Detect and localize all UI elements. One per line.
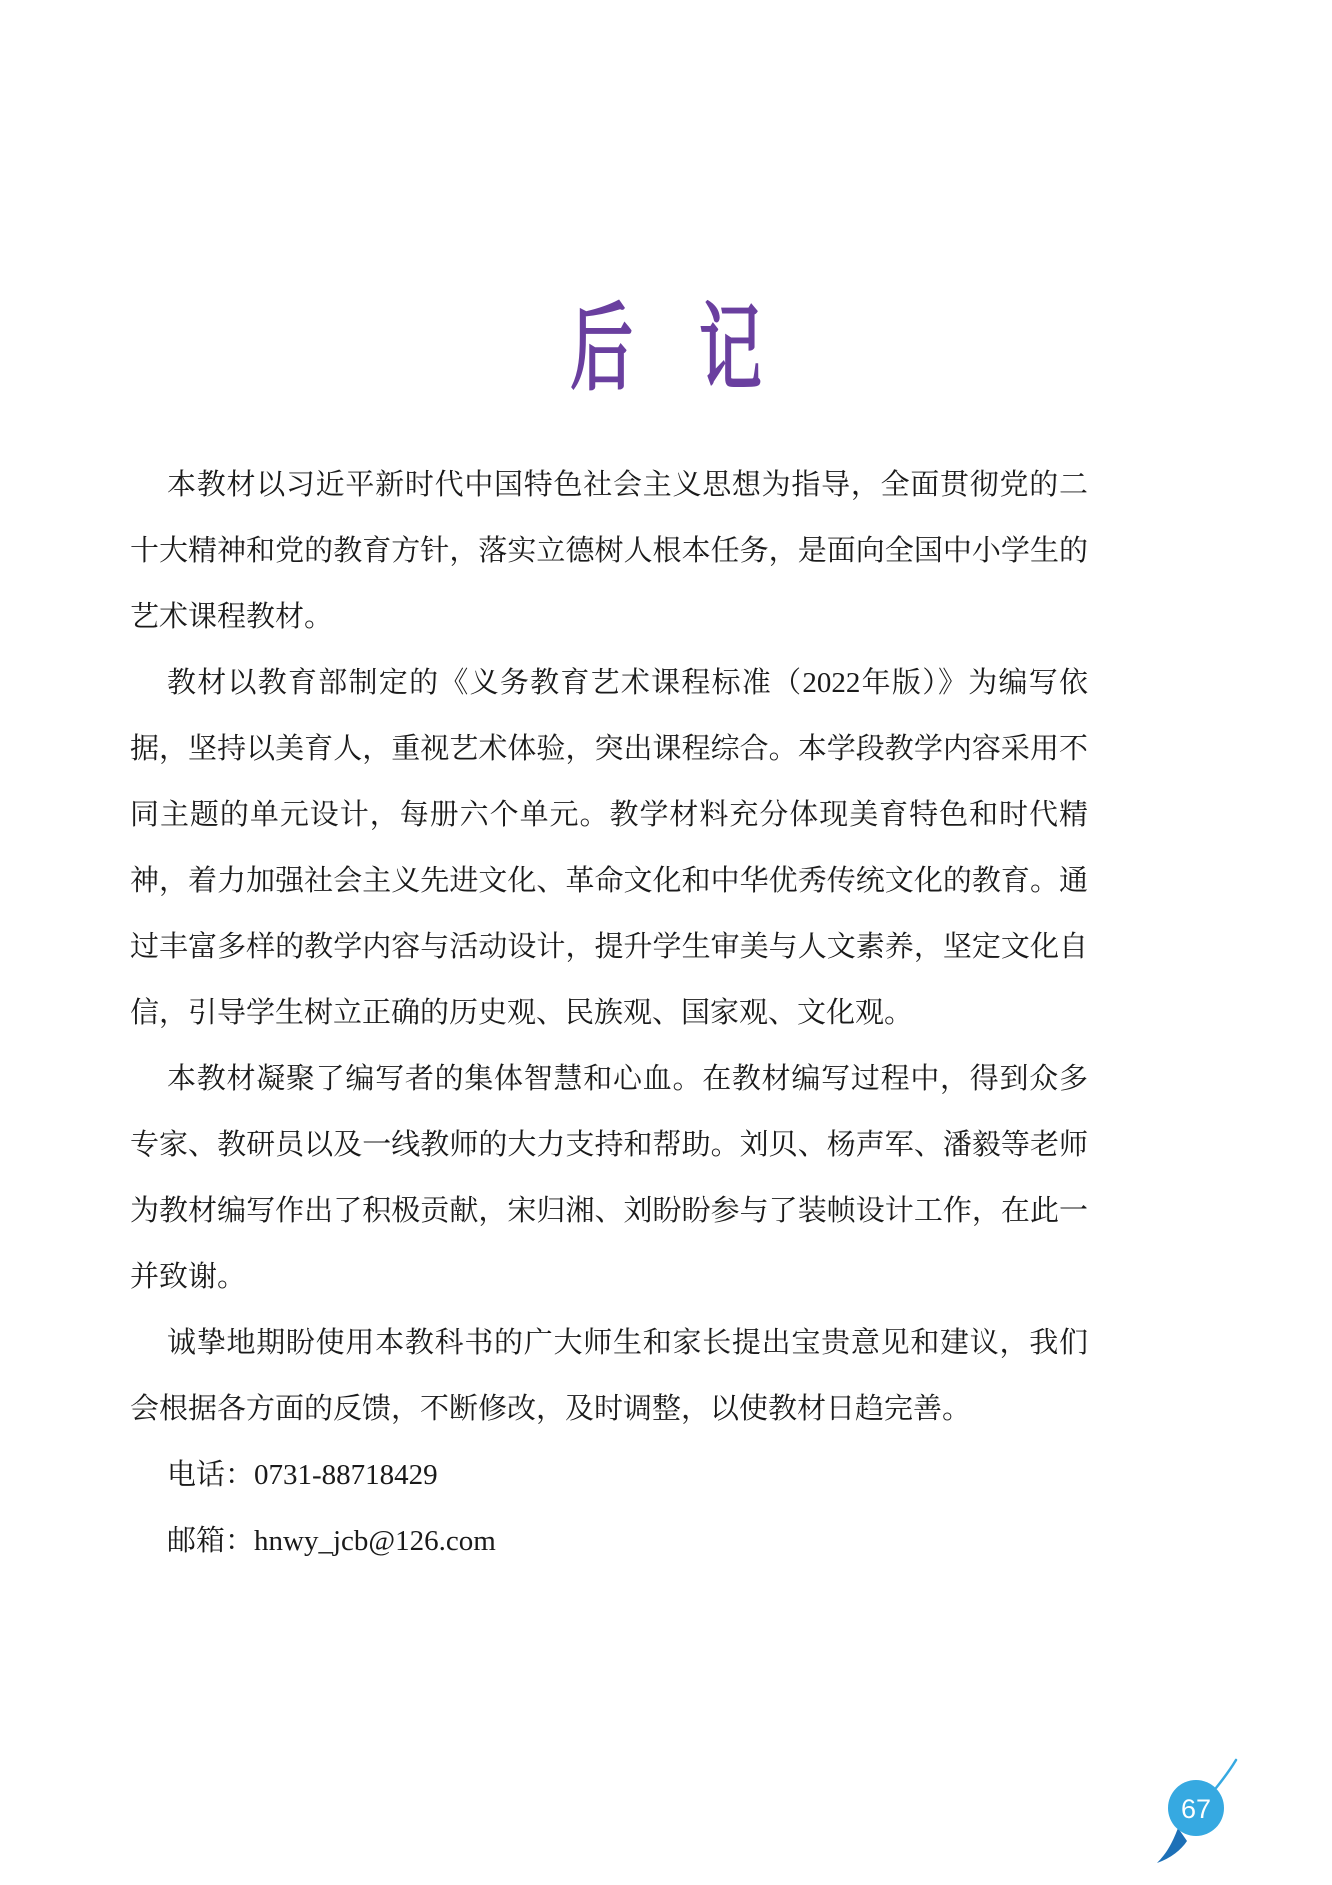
body-paragraph: 教材以教育部制定的《义务教育艺术课程标准（2022年版）》为编写依据，坚持以美育人，重视艺术体验，突出课程综合。本学段教学内容采用不同主题的单元设计，每册六个单元。教学材料充分体现美育特色和时代精神，着力加强社会主义先进文化、革命文化和中华优秀传统文化的教育。通过丰富多样的教学内容与活动设计，提升学生审美与人文素养，坚定文化自信，引导学生树立正确的历史观、民族观、国家观、文化观。 xyxy=(130,667,1088,1029)
page-number-badge xyxy=(1148,1756,1240,1868)
page-number: 67 xyxy=(1180,1794,1212,1824)
page-title-char-2: 记 xyxy=(699,296,762,402)
page-title-char-1: 后 xyxy=(570,296,633,402)
contact-email-line xyxy=(130,1508,1088,1574)
body-paragraph: 诚挚地期盼使用本教科书的广大师生和家长提出宝贵意见和建议，我们会根据各方面的反馈，不断修改，及时调整，以使教材日趋完善。 xyxy=(130,1327,1088,1425)
phone-label: 电话： xyxy=(167,1459,255,1491)
pen-stroke-icon xyxy=(1216,1760,1236,1788)
page-title xyxy=(226,295,1105,404)
email-label: 邮箱： xyxy=(167,1525,255,1557)
badge-tail-icon xyxy=(1157,1828,1187,1863)
phone-number: 0731-88718429 xyxy=(254,1459,438,1491)
page-body xyxy=(130,452,1088,1574)
body-paragraph: 本教材以习近平新时代中国特色社会主义思想为指导，全面贯彻党的二十大精神和党的教育方针，落实立德树人根本任务，是面向全国中小学生的艺术课程教材。 xyxy=(130,469,1088,633)
body-paragraph: 本教材凝聚了编写者的集体智慧和心血。在教材编写过程中，得到众多专家、教研员以及一线教师的大力支持和帮助。刘贝、杨声军、潘毅等老师为教材编写作出了积极贡献，宋归湘、刘盼盼参与了装帧设计工作，在此一并致谢。 xyxy=(130,1063,1088,1293)
contact-phone-line xyxy=(130,1442,1088,1508)
email-address: hnwy_jcb@126.com xyxy=(254,1525,496,1557)
